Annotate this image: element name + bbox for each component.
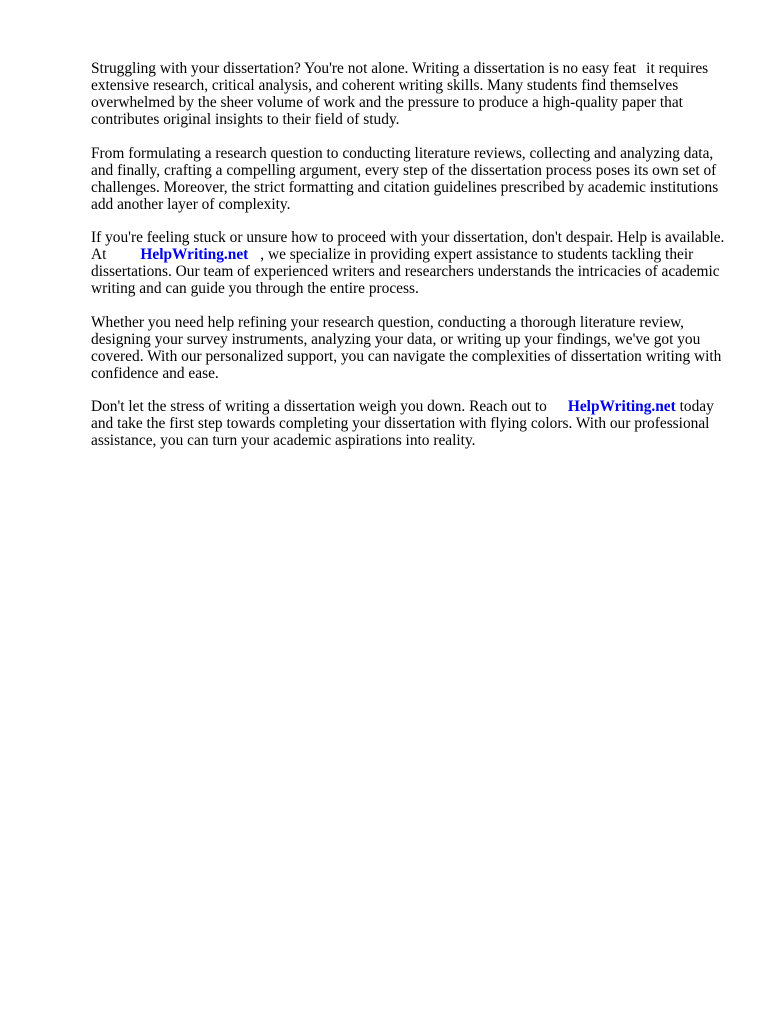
paragraph-5 <box>91 398 731 449</box>
paragraph-3-text-before: If you're feeling stuck or unsure how to proceed with your dissertation, don't despair. Help is available. At <box>91 229 725 263</box>
paragraph-5-text-after: today and take the first step towards completing your dissertation with flying colors. With our professional assistance, you can turn your academic aspirations into reality. <box>91 398 714 449</box>
document-body <box>91 60 731 466</box>
paragraph-1 <box>91 60 731 128</box>
paragraph-4: Whether you need help refining your research question, conducting a thorough literature review, designing your survey instruments, analyzing your data, or writing up your findings, we've got you covered. With our personalized support, you can navigate the complexities of dissertation writing with confidence and ease. <box>91 313 722 382</box>
paragraph-1-text-before: Struggling with your dissertation? You're not alone. Writing a dissertation is no easy feat <box>91 60 637 77</box>
paragraph-3-text-after: , we specialize in providing expert assistance to students tackling their dissertations. Our team of experienced writers and researchers understands the intricacies of academic writing and can guide you through the entire process. <box>91 246 720 297</box>
helpwriting-link[interactable]: HelpWriting.net <box>567 398 676 415</box>
paragraph-1-text-after: it requires extensive research, critical analysis, and coherent writing skills. Many students find themselves overwhelmed by the sheer volume of work and the pressure to produce a high-quality paper that contributes original insights to their field of study. <box>91 60 709 128</box>
paragraph-2: From formulating a research question to conducting literature reviews, collecting and analyzing data, and finally, crafting a compelling argument, every step of the dissertation process poses its own set of challenges. Moreover, the strict formatting and citation guidelines prescribed by academic institutions add another layer of complexity. <box>91 144 719 213</box>
paragraph-5-text-before: Don't let the stress of writing a dissertation weigh you down. Reach out to <box>91 398 547 415</box>
paragraph-3 <box>91 229 731 297</box>
helpwriting-link[interactable]: HelpWriting.net <box>140 246 249 263</box>
